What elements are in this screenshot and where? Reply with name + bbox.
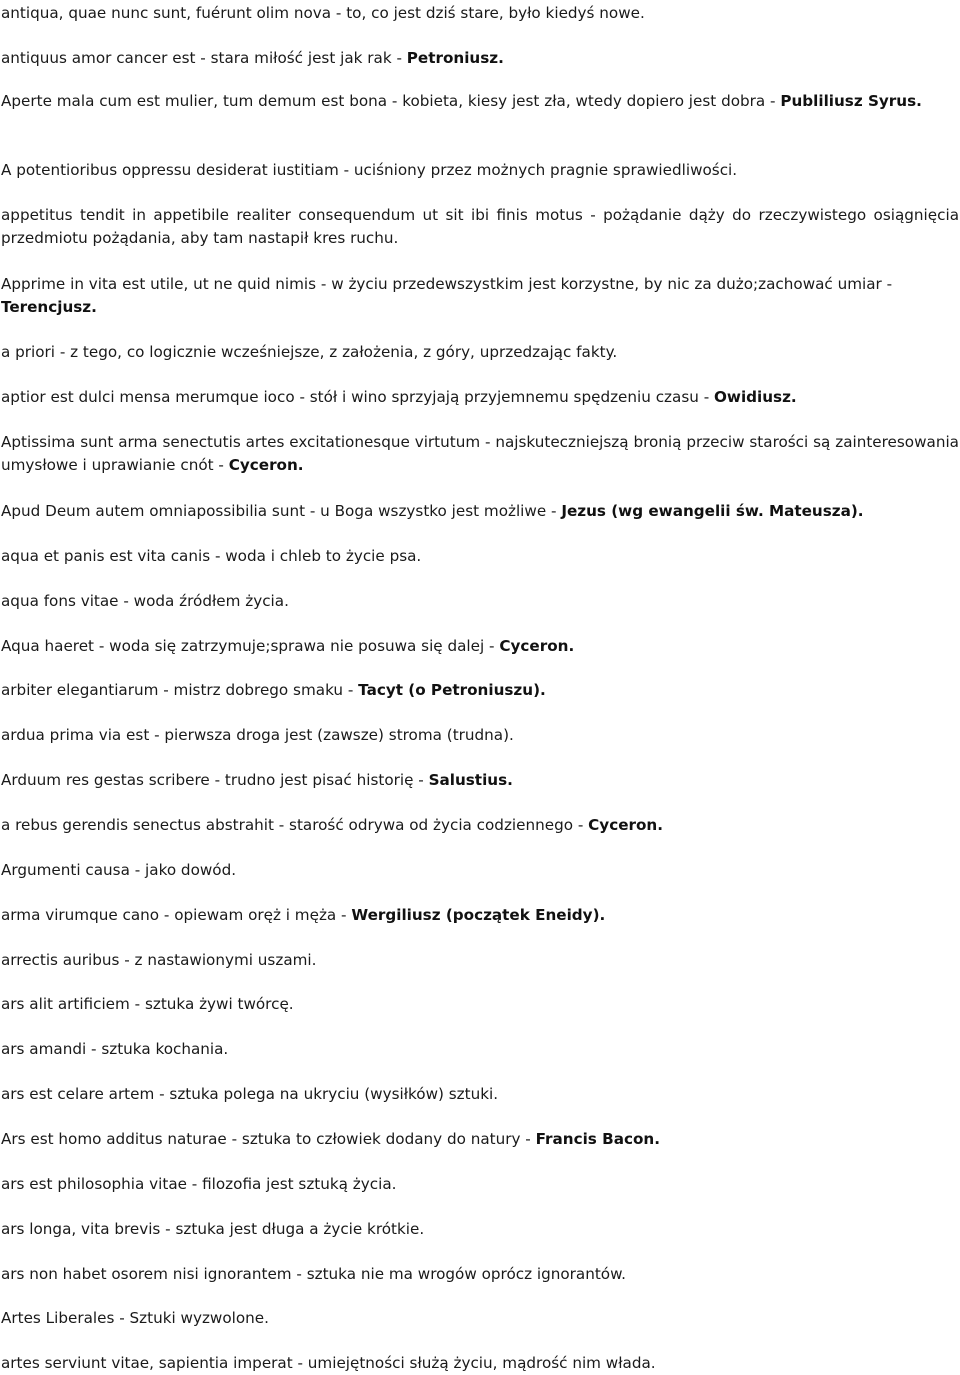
entry-text: ars est celare artem - sztuka polega na ukryciu (wysiłków) sztuki. xyxy=(1,1085,499,1103)
entry-18 xyxy=(1,904,959,927)
entry-author: Wergiliusz (początek Eneidy). xyxy=(351,906,606,924)
entry-text: aqua et panis est vita canis - woda i chleb to życie psa. xyxy=(1,547,422,565)
entry-text: ars est philosophia vitae - filozofia jest sztuką życia. xyxy=(1,1175,397,1193)
entry-text: Argumenti causa - jako dowód. xyxy=(1,861,237,879)
entry-text: A potentioribus oppressu desiderat iustitiam - uciśniony przez możnych pragnie sprawiedliwości. xyxy=(1,161,738,179)
entry-23 xyxy=(1,1128,959,1151)
entry-10 xyxy=(1,545,959,568)
entry-6 xyxy=(1,341,959,364)
entry-19 xyxy=(1,949,959,972)
entry-text: ars amandi - sztuka kochania. xyxy=(1,1040,229,1058)
entry-text: a rebus gerendis senectus abstrahit - starość odrywa od życia codziennego - xyxy=(1,816,589,834)
entry-27 xyxy=(1,1307,959,1330)
entry-text: aqua fons vitae - woda źródłem życia. xyxy=(1,592,289,610)
entry-9 xyxy=(1,500,959,523)
entry-14 xyxy=(1,724,959,747)
entry-4 xyxy=(1,204,959,250)
entry-22 xyxy=(1,1083,959,1106)
entry-8 xyxy=(1,431,959,477)
entry-11 xyxy=(1,590,959,613)
entry-text: ars non habet osorem nisi ignorantem - sztuka nie ma wrogów oprócz ignorantów. xyxy=(1,1265,626,1283)
entry-text: aptior est dulci mensa merumque ioco - stół i wino sprzyjają przyjemnemu spędzeniu czasu - xyxy=(1,388,714,406)
entry-text: Arduum res gestas scribere - trudno jest pisać historię - xyxy=(1,771,429,789)
entry-text: Aperte mala cum est mulier, tum demum est bona - kobieta, kiesy jest zła, wtedy dopiero jest dobra - xyxy=(1,92,781,110)
entry-25 xyxy=(1,1218,959,1241)
entry-author: Petroniusz. xyxy=(406,49,504,67)
entry-text: Aptissima sunt arma senectutis artes excitationesque virtutum - najskuteczniejszą bronią przeciw starości są zainteresowania umysłowe i uprawianie cnót - xyxy=(1,433,959,474)
entry-author: Jezus (wg ewangelii św. Mateusza). xyxy=(561,502,864,520)
entry-26 xyxy=(1,1263,959,1286)
entry-text: Apprime in vita est utile, ut ne quid nimis - w życiu przedewszystkim jest korzystne, by nic za dużo;zachować umiar - xyxy=(1,275,893,293)
entry-0 xyxy=(1,2,959,25)
entry-5 xyxy=(1,273,959,319)
entry-text: ardua prima via est - pierwsza droga jest (zawsze) stroma (trudna). xyxy=(1,726,514,744)
entry-text: arbiter elegantiarum - mistrz dobrego smaku - xyxy=(1,681,359,699)
entry-text: Ars est homo additus naturae - sztuka to człowiek dodany do natury - xyxy=(1,1130,536,1148)
entry-15 xyxy=(1,769,959,792)
entry-2 xyxy=(1,90,959,113)
entry-text: antiqua, quae nunc sunt, fuérunt olim nova - to, co jest dziś stare, było kiedyś nowe. xyxy=(1,4,645,22)
entry-13 xyxy=(1,679,959,702)
entry-text: arrectis auribus - z nastawionymi uszami. xyxy=(1,951,317,969)
entry-7 xyxy=(1,386,959,409)
entry-text: artes serviunt vitae, sapientia imperat - umiejętności służą życiu, mądrość nim włada. xyxy=(1,1354,656,1372)
entry-author: Francis Bacon. xyxy=(535,1130,660,1148)
entry-text: a priori - z tego, co logicznie wcześniejsze, z założenia, z góry, uprzedzając fakty. xyxy=(1,343,618,361)
entry-author: Tacyt (o Petroniuszu). xyxy=(358,681,546,699)
entry-text: arma virumque cano - opiewam oręż i męża - xyxy=(1,906,352,924)
entry-author: Salustius. xyxy=(428,771,513,789)
entry-17 xyxy=(1,859,959,882)
entry-21 xyxy=(1,1038,959,1061)
entry-author: Owidiusz. xyxy=(714,388,797,406)
entry-author: Cyceron. xyxy=(588,816,664,834)
entry-28 xyxy=(1,1352,959,1375)
entry-text: ars longa, vita brevis - sztuka jest długa a życie krótkie. xyxy=(1,1220,425,1238)
entry-author: Cyceron. xyxy=(228,456,304,474)
entry-20 xyxy=(1,993,959,1016)
entry-1 xyxy=(1,47,959,70)
entry-text: Aqua haeret - woda się zatrzymuje;sprawa nie posuwa się dalej - xyxy=(1,637,500,655)
entry-text: appetitus tendit in appetibile realiter consequendum ut sit ibi finis motus - pożądanie dąży do rzeczywistego osiągnięcia przedmiotu pożądania, aby tam nastapił kres ruchu. xyxy=(1,206,959,247)
entry-24 xyxy=(1,1173,959,1196)
entry-text: Apud Deum autem omniapossibilia sunt - u Boga wszystko jest możliwe - xyxy=(1,502,562,520)
entry-16 xyxy=(1,814,959,837)
entry-text: ars alit artificiem - sztuka żywi twórcę. xyxy=(1,995,294,1013)
entry-3 xyxy=(1,159,959,182)
entry-text: Artes Liberales - Sztuki wyzwolone. xyxy=(1,1309,269,1327)
entry-12 xyxy=(1,635,959,658)
entry-text: antiquus amor cancer est - stara miłość jest jak rak - xyxy=(1,49,407,67)
entry-author: Terencjusz. xyxy=(1,298,97,316)
entry-author: Publiliusz Syrus. xyxy=(780,92,922,110)
entry-author: Cyceron. xyxy=(499,637,575,655)
